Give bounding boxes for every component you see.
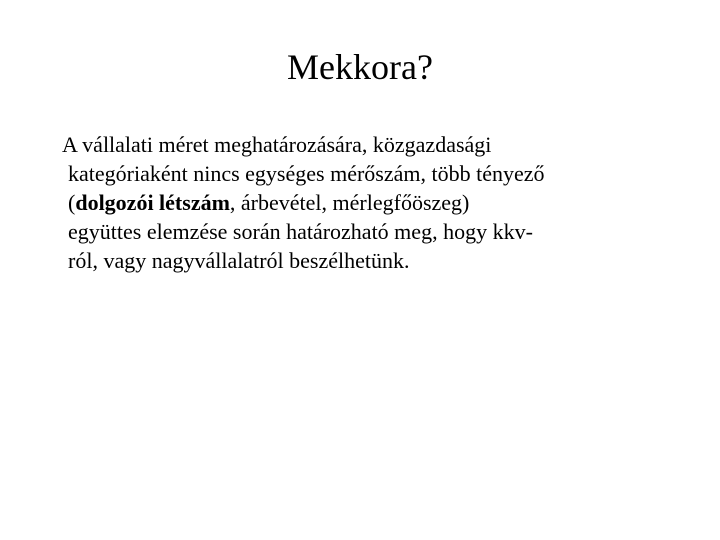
- body-line-3-rest: , árbevétel, mérlegfőöszeg): [229, 190, 470, 215]
- slide-title: Mekkora?: [287, 47, 433, 87]
- body-line-5: ról, vagy nagyvállalatról beszélhetünk.: [68, 248, 410, 273]
- body-line-4: együttes elemzése során határozható meg, hogy kkv-: [68, 219, 533, 244]
- body-line-3: [68, 188, 668, 217]
- body-line-1: A vállalati méret meghatározására, közgazdasági: [62, 132, 492, 157]
- emphasis-headcount: dolgozói létszám: [75, 190, 230, 215]
- open-paren: (: [68, 190, 76, 215]
- body-paragraph: [62, 130, 668, 275]
- body-line-2: kategóriaként nincs egységes mérőszám, több tényező: [68, 161, 545, 186]
